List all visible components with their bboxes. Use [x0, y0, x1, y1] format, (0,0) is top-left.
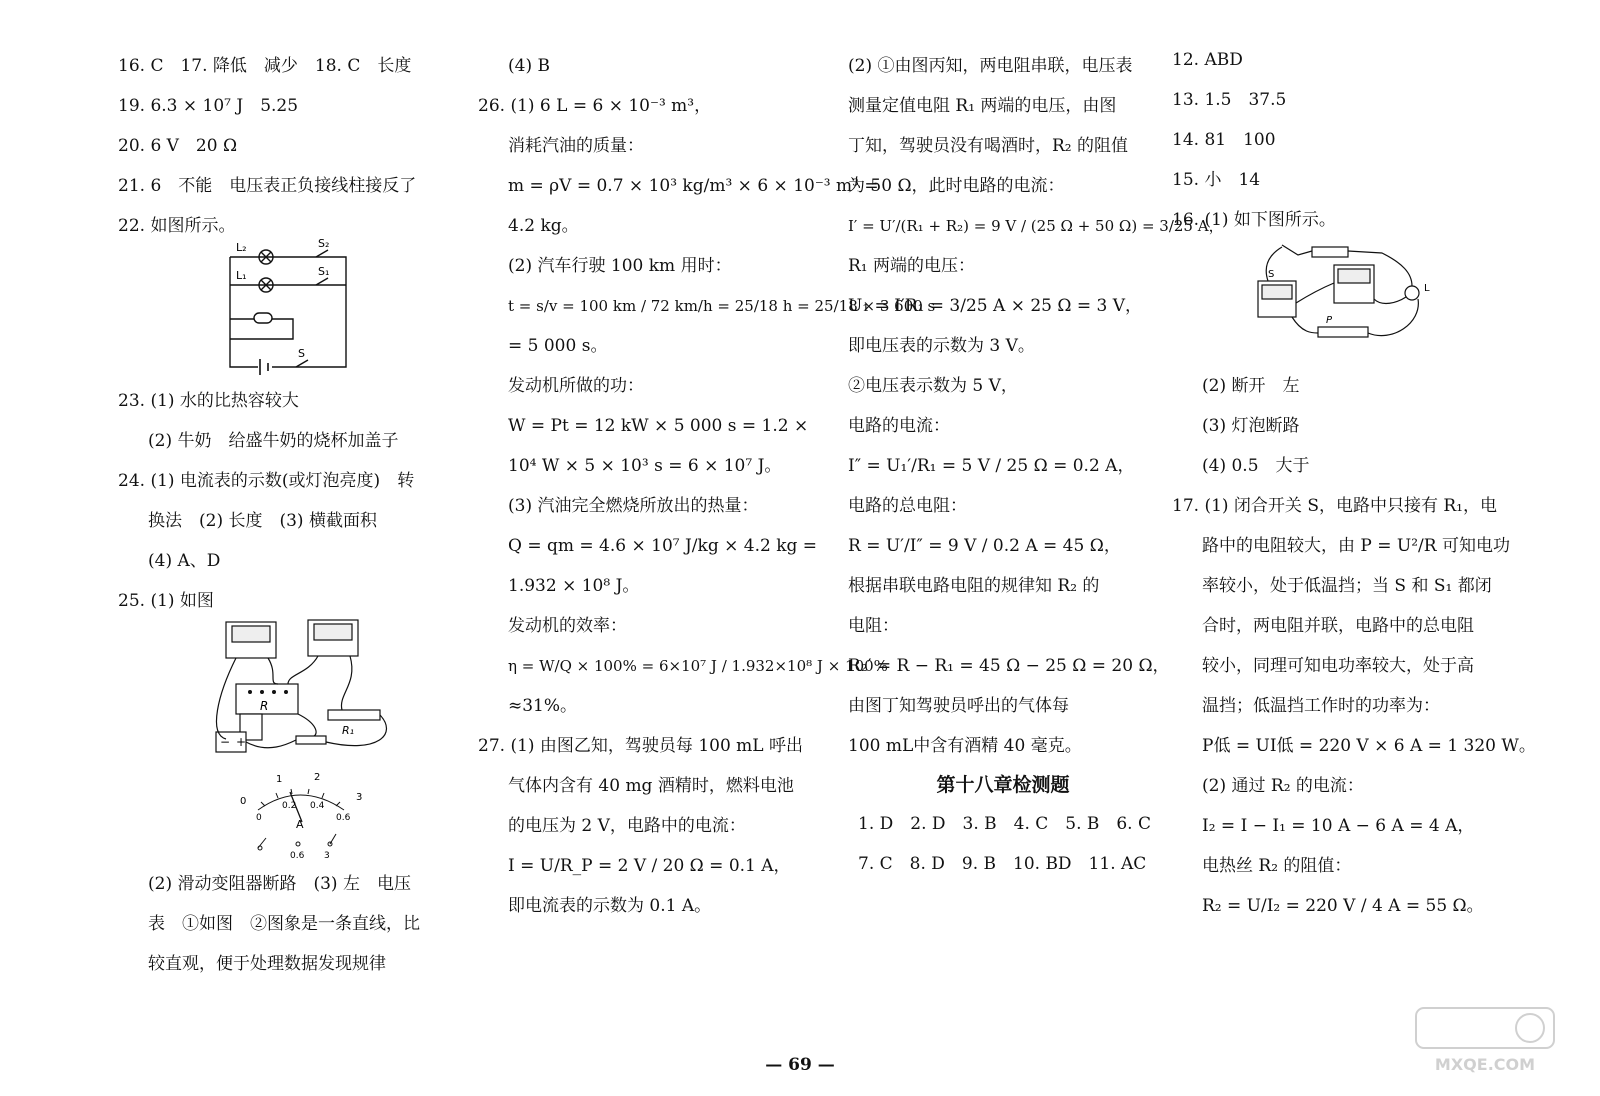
text-line: 路中的电阻较大，由 P = U²/R 可知电功	[1202, 536, 1510, 556]
label-P: P	[1326, 315, 1333, 326]
label-R1: R₁	[342, 724, 355, 737]
formula-line: = 5 000 s。	[508, 336, 608, 356]
scale-bottom-0-2: 0.2	[282, 801, 297, 811]
text-line: 电路的电流：	[848, 416, 950, 436]
formula-line: η = W/Q × 100% = 6×10⁷ J / 1.932×10⁸ J × 100%	[508, 657, 888, 675]
meter-unit: A	[296, 818, 304, 831]
text-line: 根据串联电路电阻的规律知 R₂ 的	[848, 576, 1100, 596]
answers-7-11: 7. C 8. D 9. B 10. BD 11. AC	[858, 854, 1147, 874]
text-line: 电阻：	[848, 616, 899, 636]
formula-line: W = Pt = 12 kW × 5 000 s = 1.2 ×	[508, 416, 809, 436]
label-L2: L₂	[236, 241, 247, 254]
text-line: 率较小，处于低温挡；当 S 和 S₁ 都闭	[1202, 576, 1492, 596]
chapter-title: 第十八章检测题	[936, 774, 1070, 796]
apparatus-figure-16	[1172, 233, 1492, 358]
watermark-text: MXQE.COM	[1434, 1055, 1536, 1074]
answer-19: 19. 6.3 × 10⁷ J 5.25	[118, 96, 299, 116]
answer-27-2: (2) ①由图丙知，两电阻串联，电压表	[848, 56, 1133, 76]
formula-line: t = s/v = 100 km / 72 km/h = 25/18 h = 25/18 × 3 600 s	[508, 297, 936, 315]
text-line: 即电流表的示数为 0.1 A。	[508, 896, 712, 916]
text-line: 电热丝 R₂ 的阻值：	[1202, 856, 1352, 876]
answer-14: 14. 81 100	[1172, 130, 1276, 150]
text-line: 气体内含有 40 mg 酒精时，燃料电池	[508, 776, 794, 796]
formula-line: 1.932 × 10⁸ J。	[508, 576, 640, 596]
formula-line: 10⁴ W × 5 × 10³ s = 6 × 10⁷ J。	[508, 456, 782, 476]
answers-1-6: 1. D 2. D 3. B 4. C 5. B 6. C	[858, 814, 1152, 834]
answer-24-4: (4) A、D	[148, 551, 221, 571]
terminal-0-6: 0.6	[290, 851, 305, 861]
answer-26-3: (3) 汽油完全燃烧所放出的热量：	[508, 496, 759, 516]
text-line: 丁知，驾驶员没有喝酒时，R₂ 的阻值	[848, 136, 1129, 156]
answer-23-1: 23. (1) 水的比热容较大	[118, 391, 299, 411]
answer-16-18: 16. C 17. 降低 减少 18. C 长度	[118, 56, 412, 76]
scale-bottom-0-4: 0.4	[310, 801, 325, 811]
answer-13: 13. 1.5 37.5	[1172, 90, 1287, 110]
scale-top-0: 0	[240, 796, 247, 807]
answer-26-1: 26. (1) 6 L = 6 × 10⁻³ m³，	[478, 96, 712, 116]
label-S: S	[1268, 269, 1275, 280]
text-line: 的电压为 2 V，电路中的电流：	[508, 816, 746, 836]
formula-line: ≈31%。	[508, 696, 578, 716]
text-line: R₁ 两端的电压：	[848, 256, 976, 276]
label-R: R	[260, 699, 269, 713]
text-line: 100 mL中含有酒精 40 毫克。	[848, 736, 1082, 756]
formula-line: m = ρV = 0.7 × 10³ kg/m³ × 6 × 10⁻³ m³ =	[508, 176, 879, 196]
answer-12: 12. ABD	[1172, 50, 1243, 70]
answer-21: 21. 6 不能 电压表正负接线柱接反了	[118, 176, 417, 196]
formula-line: R₂ = U/I₂ = 220 V / 4 A = 55 Ω。	[1202, 896, 1484, 916]
text-line: 测量定值电阻 R₁ 两端的电压，由图	[848, 96, 1117, 116]
circuit-diagram-22	[118, 239, 448, 379]
formula-line: 4.2 kg。	[508, 216, 579, 236]
formula-line: I₂ = I − I₁ = 10 A − 6 A = 4 A，	[1202, 816, 1475, 836]
text-line: 消耗汽油的质量：	[508, 136, 644, 156]
text-line: 由图丁知驾驶员呼出的气体每	[848, 696, 1069, 716]
formula-line: Q = qm = 4.6 × 10⁷ J/kg × 4.2 kg =	[508, 536, 818, 556]
text-line: ②电压表示数为 5 V，	[848, 376, 1018, 396]
page-number: — 69 —	[765, 1055, 835, 1075]
answer-20: 20. 6 V 20 Ω	[118, 136, 238, 156]
scale-bottom-0: 0	[256, 813, 262, 823]
answer-24-2: 换法 (2) 长度 (3) 横截面积	[148, 511, 377, 531]
answer-17-2: (2) 通过 R₂ 的电流：	[1202, 776, 1364, 796]
formula-line: R₂′ = R − R₁ = 45 Ω − 25 Ω = 20 Ω，	[848, 656, 1170, 676]
formula-line: P低 = UI低 = 220 V × 6 A = 1 320 W。	[1202, 736, 1536, 756]
label-S2: S₂	[318, 237, 330, 250]
text-line: 温挡；低温挡工作时的功率为：	[1202, 696, 1440, 716]
label-S: S	[298, 347, 305, 360]
answer-17-1: 17. (1) 闭合开关 S，电路中只接有 R₁，电	[1172, 496, 1497, 516]
formula-line: R = U′/I″ = 9 V / 0.2 A = 45 Ω，	[848, 536, 1121, 556]
label-battery-plus: +	[236, 735, 247, 749]
answer-26-2: (2) 汽车行驶 100 km 用时：	[508, 256, 732, 276]
formula-line: I = U/R_P = 2 V / 20 Ω = 0.1 A，	[508, 856, 791, 876]
scale-top-1: 1	[276, 774, 283, 785]
formula-line: I″ = U₁′/R₁ = 5 V / 25 Ω = 0.2 A，	[848, 456, 1135, 476]
formula-line: U₁ = I′R₁ = 3/25 A × 25 Ω = 3 V，	[848, 296, 1143, 316]
text-line: 为 50 Ω，此时电路的电流：	[848, 176, 1065, 196]
watermark-logo	[1410, 1004, 1560, 1076]
scale-top-2: 2	[314, 772, 321, 783]
column-4	[1172, 40, 1536, 917]
text-line: 较小，同理可知电功率较大，处于高	[1202, 656, 1474, 676]
answer-25-5: (4) B	[508, 56, 550, 76]
apparatus-figure-25	[118, 614, 448, 764]
answer-24-1: 24. (1) 电流表的示数(或灯泡亮度) 转	[118, 471, 415, 491]
text-line: 发动机的效率：	[508, 616, 627, 636]
answer-25-2: (2) 滑动变阻器断路 (3) 左 电压	[148, 874, 411, 894]
answer-15: 15. 小 14	[1172, 170, 1261, 190]
text-line: 即电压表的示数为 3 V。	[848, 336, 1035, 356]
text-line: 发动机所做的功：	[508, 376, 644, 396]
label-S1: S₁	[318, 265, 330, 278]
terminal-3: 3	[324, 851, 330, 861]
answer-22: 22. 如图所示。	[118, 216, 236, 236]
text-line: 电路的总电阻：	[848, 496, 967, 516]
answer-25-4: 较直观，便于处理数据发现规律	[148, 954, 386, 974]
answer-25-3: 表 ①如图 ②图象是一条直线，比	[148, 914, 420, 934]
scale-bottom-0-6: 0.6	[336, 813, 351, 823]
answer-16-1: 16. (1) 如下图所示。	[1172, 210, 1336, 230]
ammeter-scale	[118, 772, 448, 861]
answer-16-4: (4) 0.5 大于	[1202, 456, 1310, 476]
answer-25-1: 25. (1) 如图	[118, 591, 214, 611]
answer-23-2: (2) 牛奶 给盛牛奶的烧杯加盖子	[148, 431, 399, 451]
label-battery-minus: −	[220, 735, 231, 749]
label-L: L	[1424, 283, 1430, 294]
scale-top-3: 3	[356, 792, 363, 803]
answer-16-3: (3) 灯泡断路	[1202, 416, 1300, 436]
text-line: 合时，两电阻并联，电路中的总电阻	[1202, 616, 1474, 636]
column-1	[118, 40, 448, 975]
label-L1: L₁	[236, 269, 247, 282]
answer-27-1: 27. (1) 由图乙知，驾驶员每 100 mL 呼出	[478, 736, 803, 756]
formula-line: I′ = U′/(R₁ + R₂) = 9 V / (25 Ω + 50 Ω) = 3/25 A，	[848, 217, 1224, 235]
answer-16-2: (2) 断开 左	[1202, 376, 1300, 396]
